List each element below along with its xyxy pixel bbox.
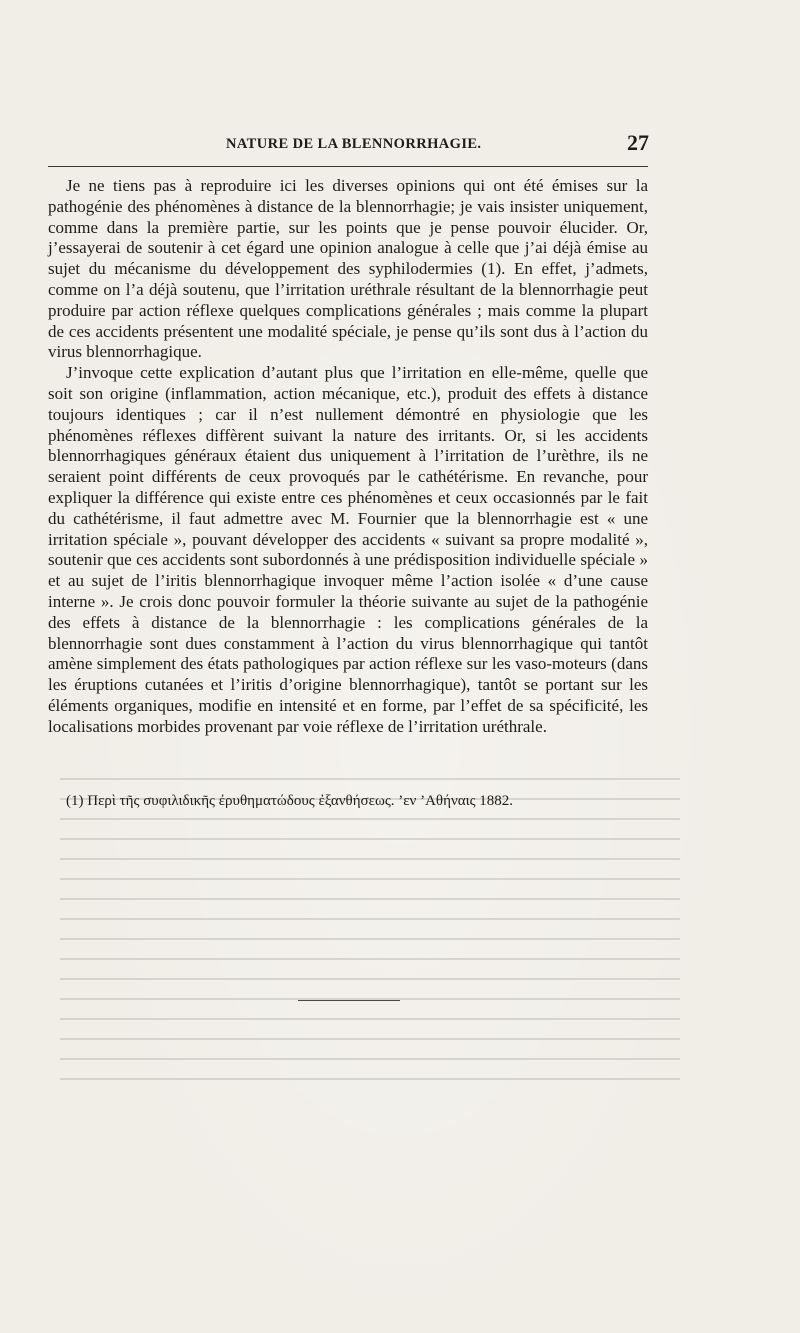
paragraph-1: Je ne tiens pas à reproduire ici les diverses opinions qui ont été émises sur la pathogénie des phénomènes à distance de la blennorrhagie; je vais insister uniquement, comme dans la première partie, sur les points que je pense pouvoir élucider. Or, j’essayerai de soutenir à cet égard une opinion analogue à celle que j’ai déjà émise au sujet du mécanisme du développement des syphilodermies (1). En effet, j’admets, comme on l’a déjà soutenu, que l’irritation uréthrale résultant de la blennorrhagie peut produire par action réflexe quelques complications générales ; mais comme la plupart de ces accidents présentent une modalité spéciale, je pense qu’ils sont dus à l’action du virus blennorrhagique. xyxy=(48,176,648,362)
main-text xyxy=(48,176,648,738)
end-rule xyxy=(298,1000,400,1001)
running-head xyxy=(48,130,648,160)
header-rule xyxy=(48,166,648,167)
running-title: NATURE DE LA BLENNORRHAGIE. xyxy=(226,136,482,152)
footnote: (1) Περὶ τῆς συφιλιδικῆς ἐρυθηματώδους ἐξανθήσεως. ’εν ’Αθήναις 1882. xyxy=(66,793,514,809)
paragraph-2: J’invoque cette explication d’autant plus que l’irritation en elle-même, quelle que soit son origine (inflammation, action mécanique, etc.), produit des effets à distance toujours identiques ; car il n’est nullement démontré en physiologie que les phénomènes réflexes diffèrent suivant la nature des irritants. Or, si les accidents blennorrhagiques généraux étaient dus uniquement à l’irritation de l’urèthre, ils ne seraient point différents de ceux provoqués par le cathétérisme. En revanche, pour expliquer la différence qui existe entre ces phénomènes et ceux occasionnés par le fait du cathétérisme, il faut admettre avec M. Fournier que la blennorrhagie est « une irritation spéciale », pouvant développer des accidents « suivant sa propre modalité », soutenir que ces accidents sont subordonnés à une prédisposition individuelle spéciale » et au sujet de l’iritis blennorrhagique invoquer même l’action isolée « d’une cause interne ». Je crois donc pouvoir formuler la théorie suivante au sujet de la pathogénie des effets à distance de la blennorrhagie : les complications générales de la blennorrhagie sont dues constamment à l’action du virus blennorrhagique qui tantôt amène simplement des états pathologiques par action réflexe sur les vaso-moteurs (dans les éruptions cutanées et l’iritis d’origine blennorrhagique), tantôt se portant sur les éléments organiques, modifie en intensité et en forme, par l’effet de sa spécificité, les localisations morbides provenant par voie réflexe de l’irritation uréthrale. xyxy=(48,363,648,736)
page-number: 27 xyxy=(627,130,649,155)
bleed-through-texture xyxy=(60,760,680,1130)
